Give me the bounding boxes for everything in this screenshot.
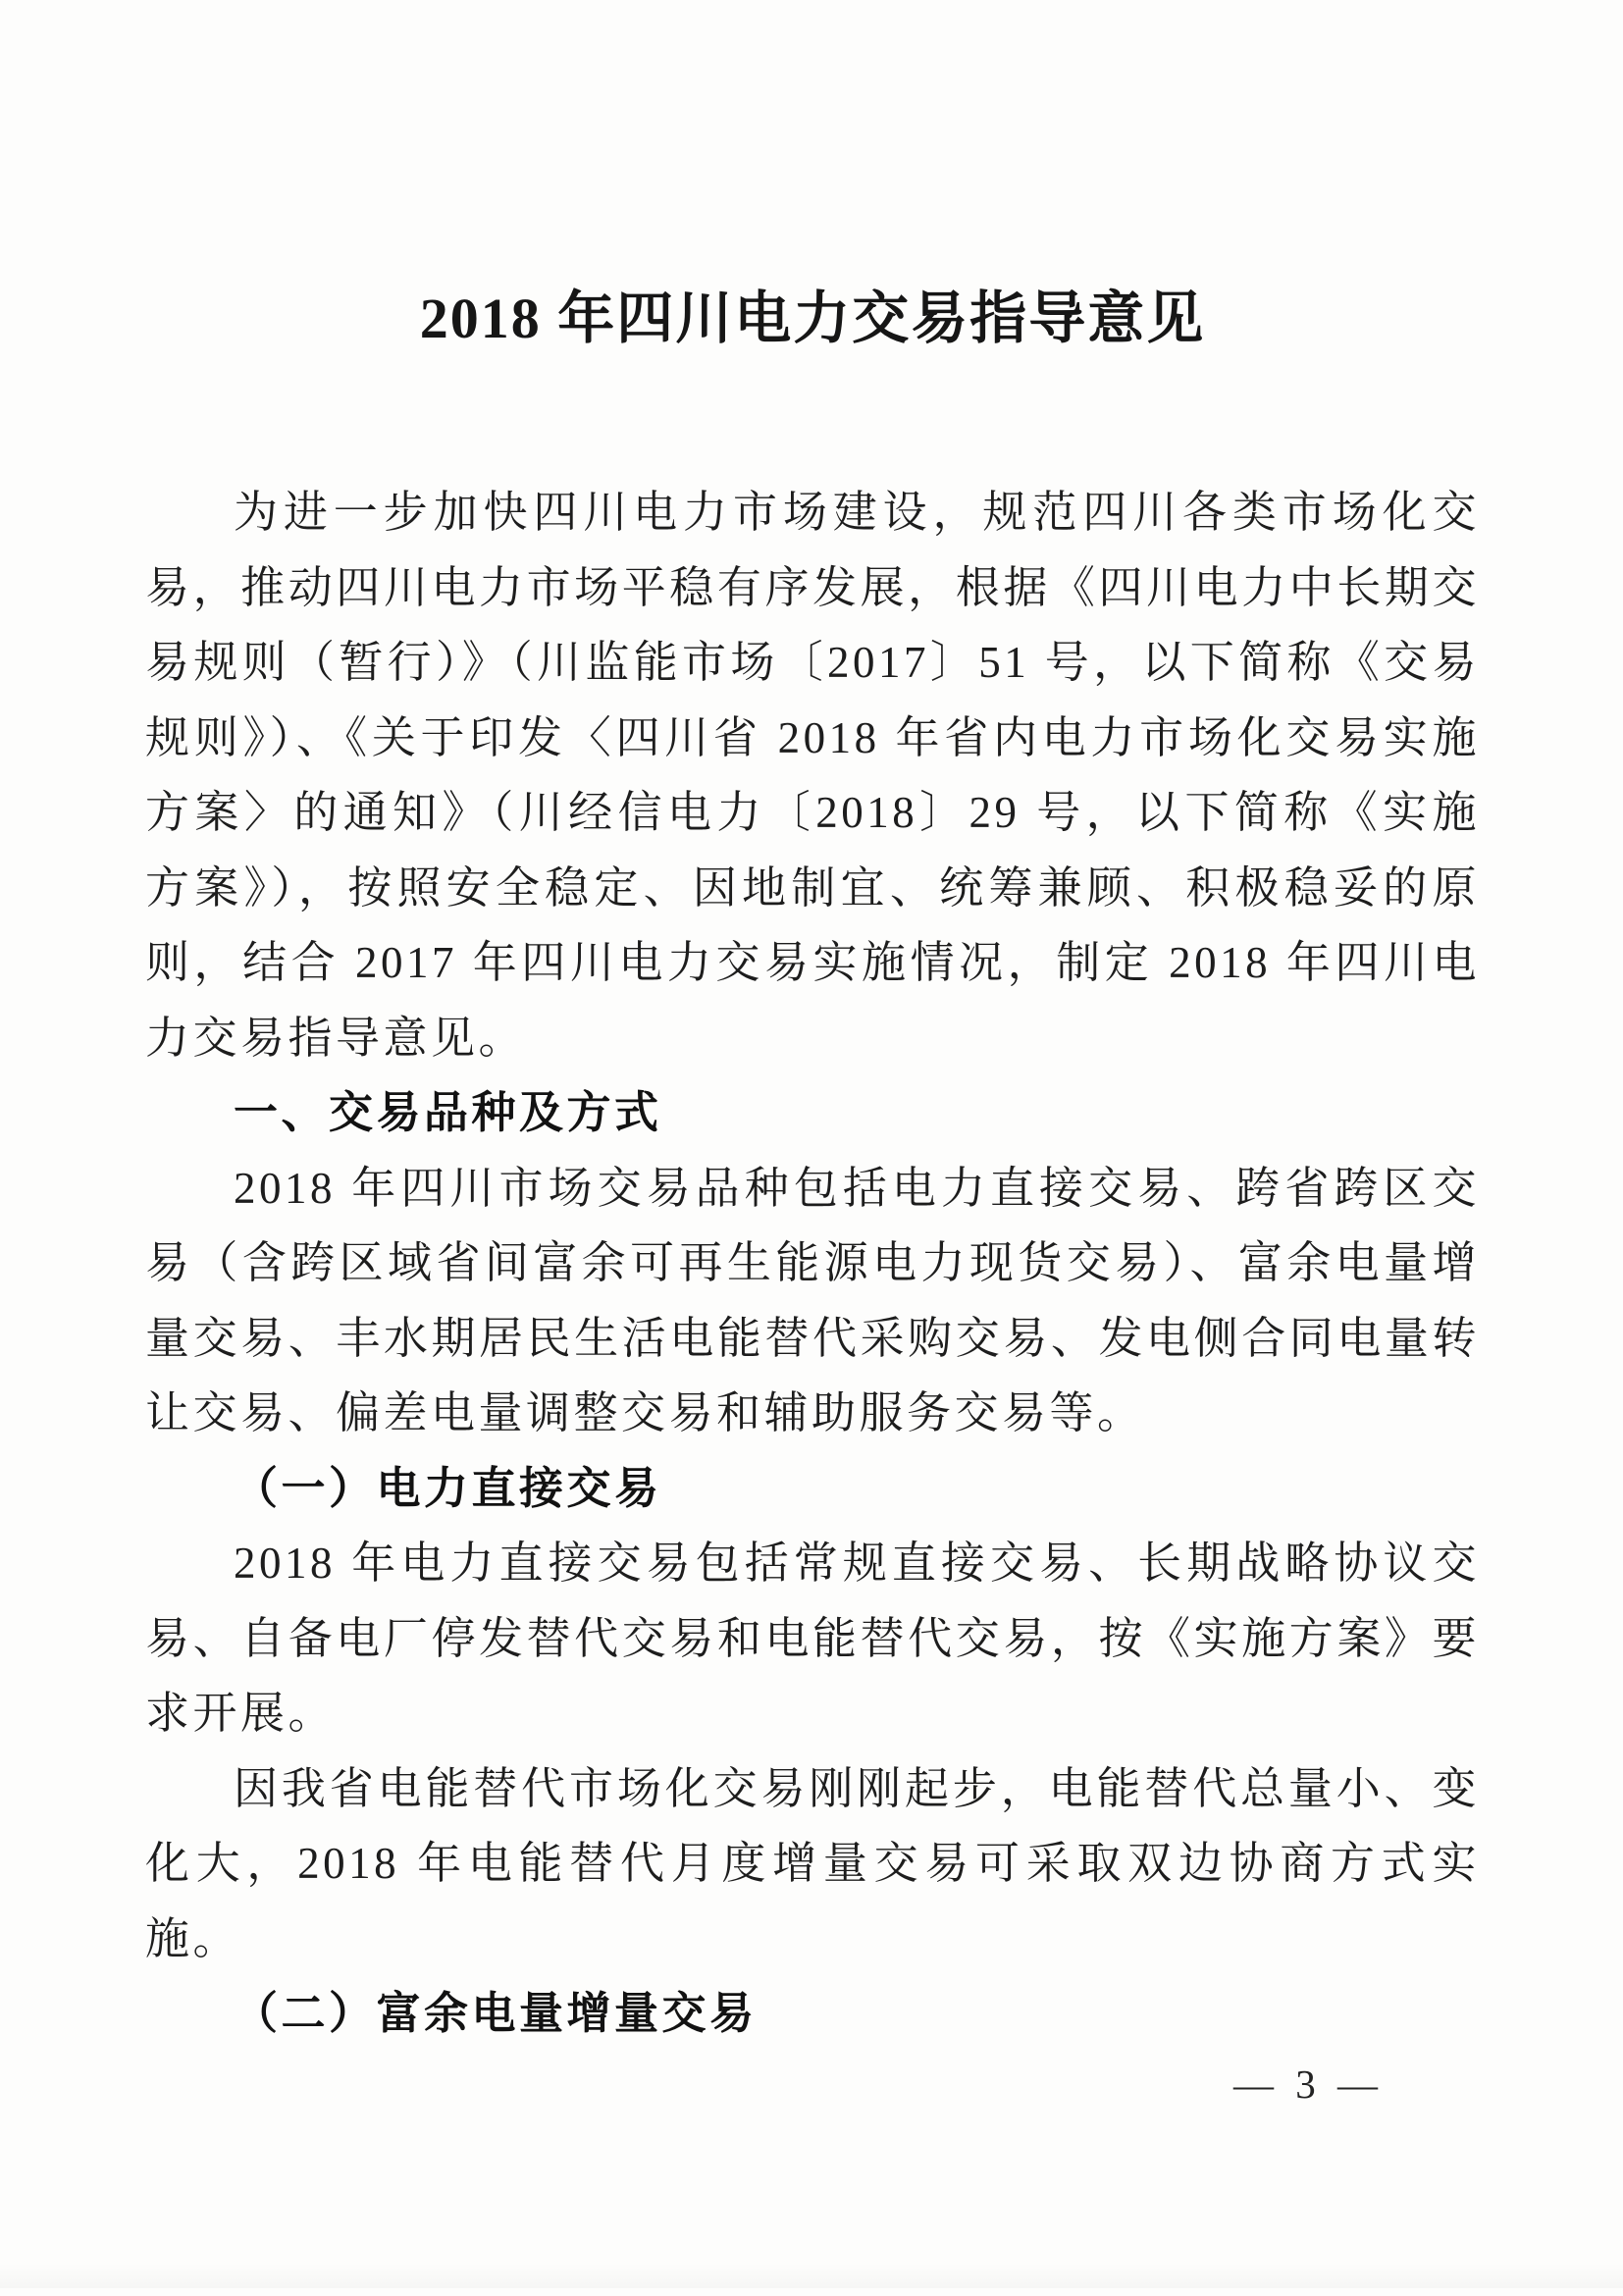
page-number: — 3 — <box>1233 2061 1384 2107</box>
document-body <box>145 283 1480 2052</box>
scan-noise-band <box>0 2263 1623 2288</box>
subsection-heading-direct-trading: （一）电力直接交易 <box>234 1462 662 1513</box>
subsection-heading-surplus-power: （二）富余电量增量交易 <box>234 1988 758 2038</box>
paragraph-energy-substitution: 因我省电能替代市场化交易刚刚起步，电能替代总量小、变化大，2018 年电能替代月度增量交易可采取双边协商方式实施。 <box>145 1763 1480 1963</box>
paragraph-intro: 为进一步加快四川电力市场建设，规范四川各类市场化交易，推动四川电力市场平稳有序发展，根据《四川电力中长期交易规则（暂行）》（川监能市场〔2017〕51 号，以下简称《交易规则》）、《关于印发〈四川省 2018 年省内电力市场化交易实施方案〉的通知》（川经信电力〔2018〕29 号，以下简称《实施方案》），按照安全稳定、因地制宜、统筹兼顾、积极稳妥的原则，结合 2017 年四川电力交易实施情况，制定 2018 年四川电力交易指导意见。 <box>145 488 1480 1063</box>
paragraph-direct-trading: 2018 年电力直接交易包括常规直接交易、长期战略协议交易、自备电厂停发替代交易和电能替代交易，按《实施方案》要求开展。 <box>145 1539 1480 1738</box>
page-title: 2018 年四川电力交易指导意见 <box>419 287 1206 350</box>
paragraph-trade-types: 2018 年四川市场交易品种包括电力直接交易、跨省跨区交易（含跨区域省间富余可再生能源电力现货交易）、富余电量增量交易、丰水期居民生活电能替代采购交易、发电侧合同电量转让交易、偏差电量调整交易和辅助服务交易等。 <box>145 1163 1480 1437</box>
section-heading-trade-types: 一、交易品种及方式 <box>234 1087 662 1137</box>
